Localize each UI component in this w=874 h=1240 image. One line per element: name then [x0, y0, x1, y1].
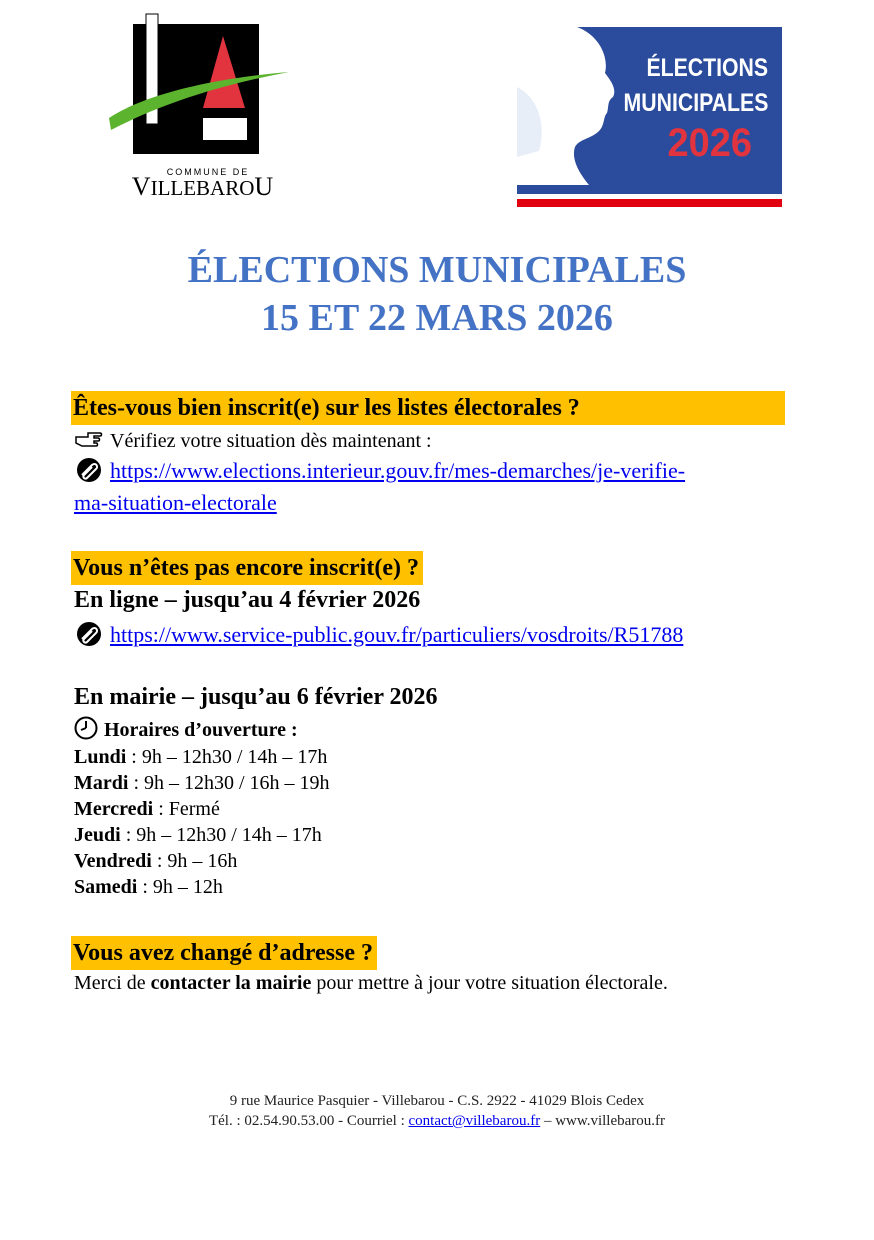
- footer-contact: [0, 1111, 874, 1131]
- pointing-hand-icon: [74, 429, 104, 455]
- address-text-start: Merci de: [74, 972, 151, 994]
- hours-day: Lundi: [74, 746, 127, 768]
- service-public-link[interactable]: https://www.service-public.gouv.fr/particuliers/vosdroits/R51788: [110, 622, 684, 647]
- clock-icon: [74, 716, 98, 747]
- banner-line1: ÉLECTIONS: [646, 54, 768, 82]
- hours-day: Mercredi: [74, 798, 154, 820]
- online-deadline: En ligne – jusqu’au 4 février 2026: [74, 587, 421, 613]
- footer-address: 9 rue Maurice Pasquier - Villebarou - C.S. 2922 - 41029 Blois Cedex: [229, 1093, 645, 1109]
- section-not-registered-heading: Vous n’êtes pas encore inscrit(e) ?: [71, 551, 423, 585]
- hours-value: : 9h – 12h: [137, 876, 223, 898]
- opening-hours-label: [74, 716, 298, 747]
- service-public-link-row: [74, 620, 683, 654]
- logo-letter-u: U: [254, 172, 274, 201]
- logo-subtitle: COMMUNE DE: [166, 167, 250, 177]
- hours-row: [74, 848, 237, 874]
- check-instruction: [74, 428, 432, 455]
- paperclip-icon: [74, 621, 104, 654]
- banner-red-stripe: [517, 199, 782, 207]
- address-text-end: pour mettre à jour votre situation électorale.: [311, 972, 668, 994]
- page-title-line2: 15 ET 22 MARS 2026: [261, 297, 613, 339]
- hours-day: Samedi: [74, 876, 138, 898]
- elections-link-row: [74, 456, 685, 490]
- logo-graphic: [105, 12, 300, 172]
- opening-hours-title: Horaires d’ouverture :: [104, 719, 298, 742]
- section-address-change-heading: Vous avez changé d’adresse ?: [71, 936, 377, 970]
- page-title-line1: ÉLECTIONS MUNICIPALES: [187, 249, 687, 291]
- hours-row: [74, 744, 327, 770]
- hours-value: : 9h – 12h30 / 14h – 17h: [126, 746, 328, 768]
- hours-value: : 9h – 12h30 / 14h – 17h: [120, 824, 322, 846]
- section-check-registration-heading: Êtes-vous bien inscrit(e) sur les listes électorales ?: [71, 391, 785, 425]
- hours-row: [74, 796, 220, 822]
- mairie-deadline: En mairie – jusqu’au 6 février 2026: [74, 684, 438, 710]
- footer-phone: Tél. : 02.54.90.53.00 - Courriel :: [208, 1113, 409, 1129]
- elections-link-row-2: [74, 488, 277, 518]
- logo-letter-v: V: [131, 172, 151, 201]
- banner-line2: MUNICIPALES: [623, 89, 768, 117]
- check-instruction-text: Vérifiez votre situation dès maintenant :: [110, 430, 432, 452]
- hours-value: : 9h – 16h: [151, 850, 238, 872]
- hours-row: [74, 770, 330, 796]
- marianne-icon: [517, 27, 637, 197]
- hours-row: [74, 874, 223, 900]
- contact-mairie-emphasis: contacter la mairie: [150, 972, 312, 994]
- hours-day: Mardi: [74, 772, 129, 794]
- logo-town-name: [105, 172, 300, 202]
- hours-row: [74, 822, 322, 848]
- logo-letters-mid: ILLEBARO: [150, 176, 255, 200]
- commune-logo: [105, 12, 300, 202]
- hours-day: Vendredi: [74, 850, 152, 872]
- hours-day: Jeudi: [74, 824, 121, 846]
- elections-verification-link[interactable]: https://www.elections.interieur.gouv.fr/mes-demarches/je-verifie-: [110, 458, 686, 483]
- paperclip-icon: [74, 457, 104, 490]
- hours-value: : Fermé: [153, 798, 220, 820]
- footer-website: – www.villebarou.fr: [540, 1113, 666, 1129]
- address-change-text: [74, 970, 668, 996]
- footer-email-link[interactable]: contact@villebarou.fr: [408, 1113, 541, 1129]
- hours-value: : 9h – 12h30 / 16h – 19h: [128, 772, 330, 794]
- elections-verification-link-cont[interactable]: ma-situation-electorale: [74, 490, 277, 515]
- elections-banner: [517, 27, 782, 207]
- banner-year: 2026: [667, 121, 752, 165]
